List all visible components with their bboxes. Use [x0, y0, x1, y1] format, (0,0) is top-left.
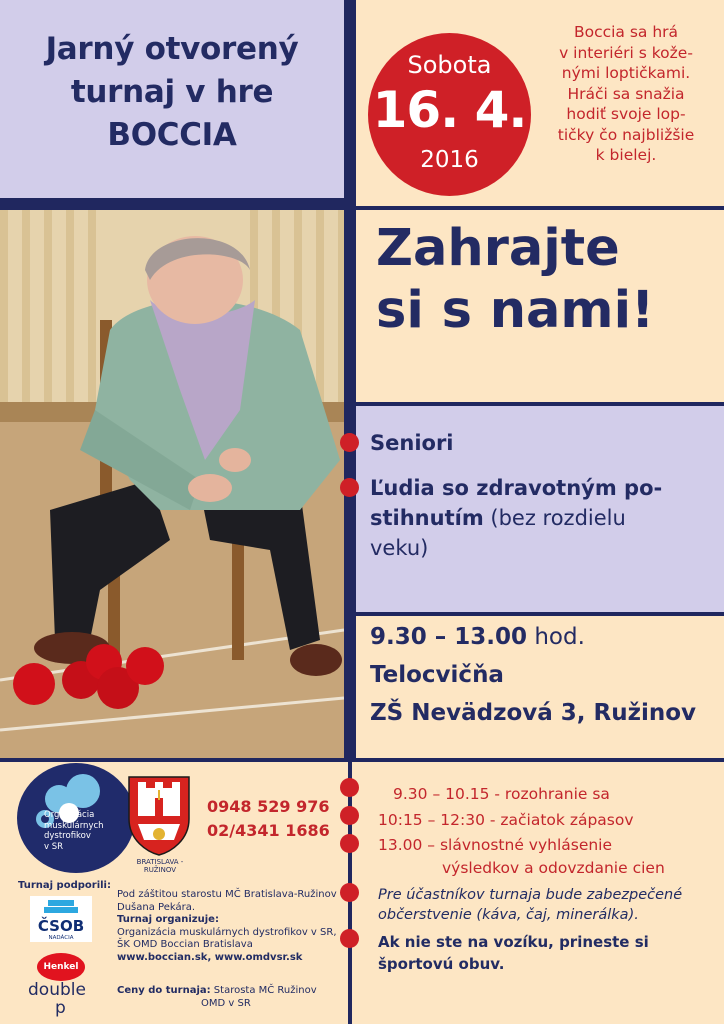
prizes-label: Ceny do turnaja: [117, 985, 211, 996]
divider-bottom [0, 758, 724, 762]
csob-logo-subtext: NADÁCIA [48, 935, 74, 941]
ruzinov-crest-icon [126, 774, 192, 856]
shoes-note [378, 931, 718, 975]
divider-slogan-groups [356, 402, 724, 406]
group-disabled-line-2-bold: stihnutím [370, 506, 484, 530]
doublep-logo: double [28, 980, 86, 1000]
event-time [370, 624, 585, 650]
group-seniors [370, 428, 716, 458]
org-logo-line: v SR [44, 841, 64, 852]
divider-groups-time [356, 612, 724, 616]
organizers-websites[interactable]: www.boccian.sk, www.omdvsr.sk [117, 951, 303, 963]
event-time-unit: hod. [527, 624, 585, 650]
date-number: 16. 4. [372, 81, 527, 139]
title-line-3: BOCCIA [107, 117, 237, 153]
shoes-line-2: športovú obuv. [378, 955, 505, 973]
title-line-1: Jarný otvorený [45, 31, 299, 67]
schedule-item-ceremony-cont: výsledkov a odovzdanie cien [442, 859, 665, 877]
slogan [376, 218, 654, 342]
boccia-description [536, 22, 716, 166]
group-disabled-line-2-rest: (bez rozdielu [483, 506, 626, 530]
supporters-label: Turnaj podporili: [18, 880, 111, 891]
patronage-line-1: Pod záštitou starostu MČ Bratislava-Ružinov [117, 889, 337, 900]
divider-date-slogan [356, 206, 724, 210]
title-panel [0, 0, 344, 198]
schedule-item-matches: 10:15 – 12:30 - začiatok zápasov [378, 811, 634, 829]
organizer-info [117, 889, 342, 964]
event-address: ZŠ Nevädzová 3, Ružinov [370, 700, 697, 726]
date-day: Sobota [407, 51, 492, 79]
vertical-divider [344, 0, 356, 758]
group-disabled [370, 473, 716, 563]
photo-illustration [0, 210, 344, 758]
patronage-line-2: Dušana Pekára. [117, 901, 196, 913]
event-time-value: 9.30 – 13.00 [370, 624, 528, 650]
boccia-description-line: Hráči sa snažia [567, 84, 685, 103]
organizers-line-2: ŠK OMD Boccian Bratislava [117, 939, 253, 950]
refreshments-note [378, 885, 718, 925]
bullet-icon [340, 806, 359, 825]
group-disabled-line-3: veku) [370, 536, 429, 560]
organizers-label: Turnaj organizuje: [117, 914, 219, 925]
slogan-line-2: si s nami! [376, 281, 655, 340]
boccia-description-line: nými loptičkami. [561, 64, 691, 82]
boccia-description-line: Boccia sa hrá [573, 23, 679, 41]
organizers-line-1: Organizácia muskulárnych dystrofikov v SR, [117, 926, 337, 938]
henkel-logo: Henkel [37, 953, 85, 981]
schedule-item-warmup: 9.30 – 10.15 - rozohranie sa [393, 785, 610, 803]
event-title [0, 28, 344, 157]
organization-logo-text [44, 810, 124, 852]
date-badge [368, 33, 531, 196]
phone-number-landline[interactable]: 02/4341 1686 [207, 821, 330, 840]
event-venue: Telocvičňa [370, 662, 504, 688]
refreshments-line-2: občerstvenie (káva, čaj, minerálka). [378, 907, 639, 923]
phone-number-mobile[interactable]: 0948 529 976 [207, 797, 330, 816]
event-photo [0, 210, 344, 758]
bullet-icon [340, 478, 359, 497]
prizes-line-1: Starosta MČ Ružinov [210, 985, 317, 996]
boccia-description-line: v interiéri s kože- [559, 43, 693, 62]
boccia-description-line: tičky čo najbližšie [557, 125, 695, 144]
date-year: 2016 [420, 147, 479, 173]
group-disabled-line-1: Ľudia so zdravotným po- [370, 476, 663, 500]
org-logo-line: muskulárnych [44, 820, 104, 831]
prizes-line-2: OMD v SR [201, 997, 251, 1009]
boccia-description-line: hodiť svoje lop- [566, 105, 686, 123]
slogan-line-1: Zahrajte [376, 219, 620, 278]
title-line-2: turnaj v hre [70, 74, 274, 110]
shoes-line-1: Ak nie ste na vozíku, prineste si [378, 933, 649, 951]
bullet-icon [340, 834, 359, 853]
prizes-info [117, 985, 342, 1010]
csob-logo-text: ČSOB [37, 917, 85, 935]
group-seniors-label: Seniori [370, 431, 454, 455]
org-logo-line: dystrofikov [44, 831, 91, 841]
org-logo-line: Organizácia [44, 810, 95, 820]
bullet-icon [340, 433, 359, 452]
bullet-icon [340, 929, 359, 948]
refreshments-line-1: Pre účastníkov turnaja bude zabezpečené [378, 887, 683, 903]
bullet-icon [340, 778, 359, 797]
crest-caption: BRATISLAVA - RUŽINOV [136, 858, 184, 874]
schedule-item-ceremony: 13.00 – slávnostné vyhlásenie [378, 836, 613, 854]
divider-title-photo [0, 198, 344, 210]
bullet-icon [340, 883, 359, 902]
doublep-logo-p: p [55, 998, 66, 1018]
boccia-description-line: k bielej. [595, 146, 657, 164]
